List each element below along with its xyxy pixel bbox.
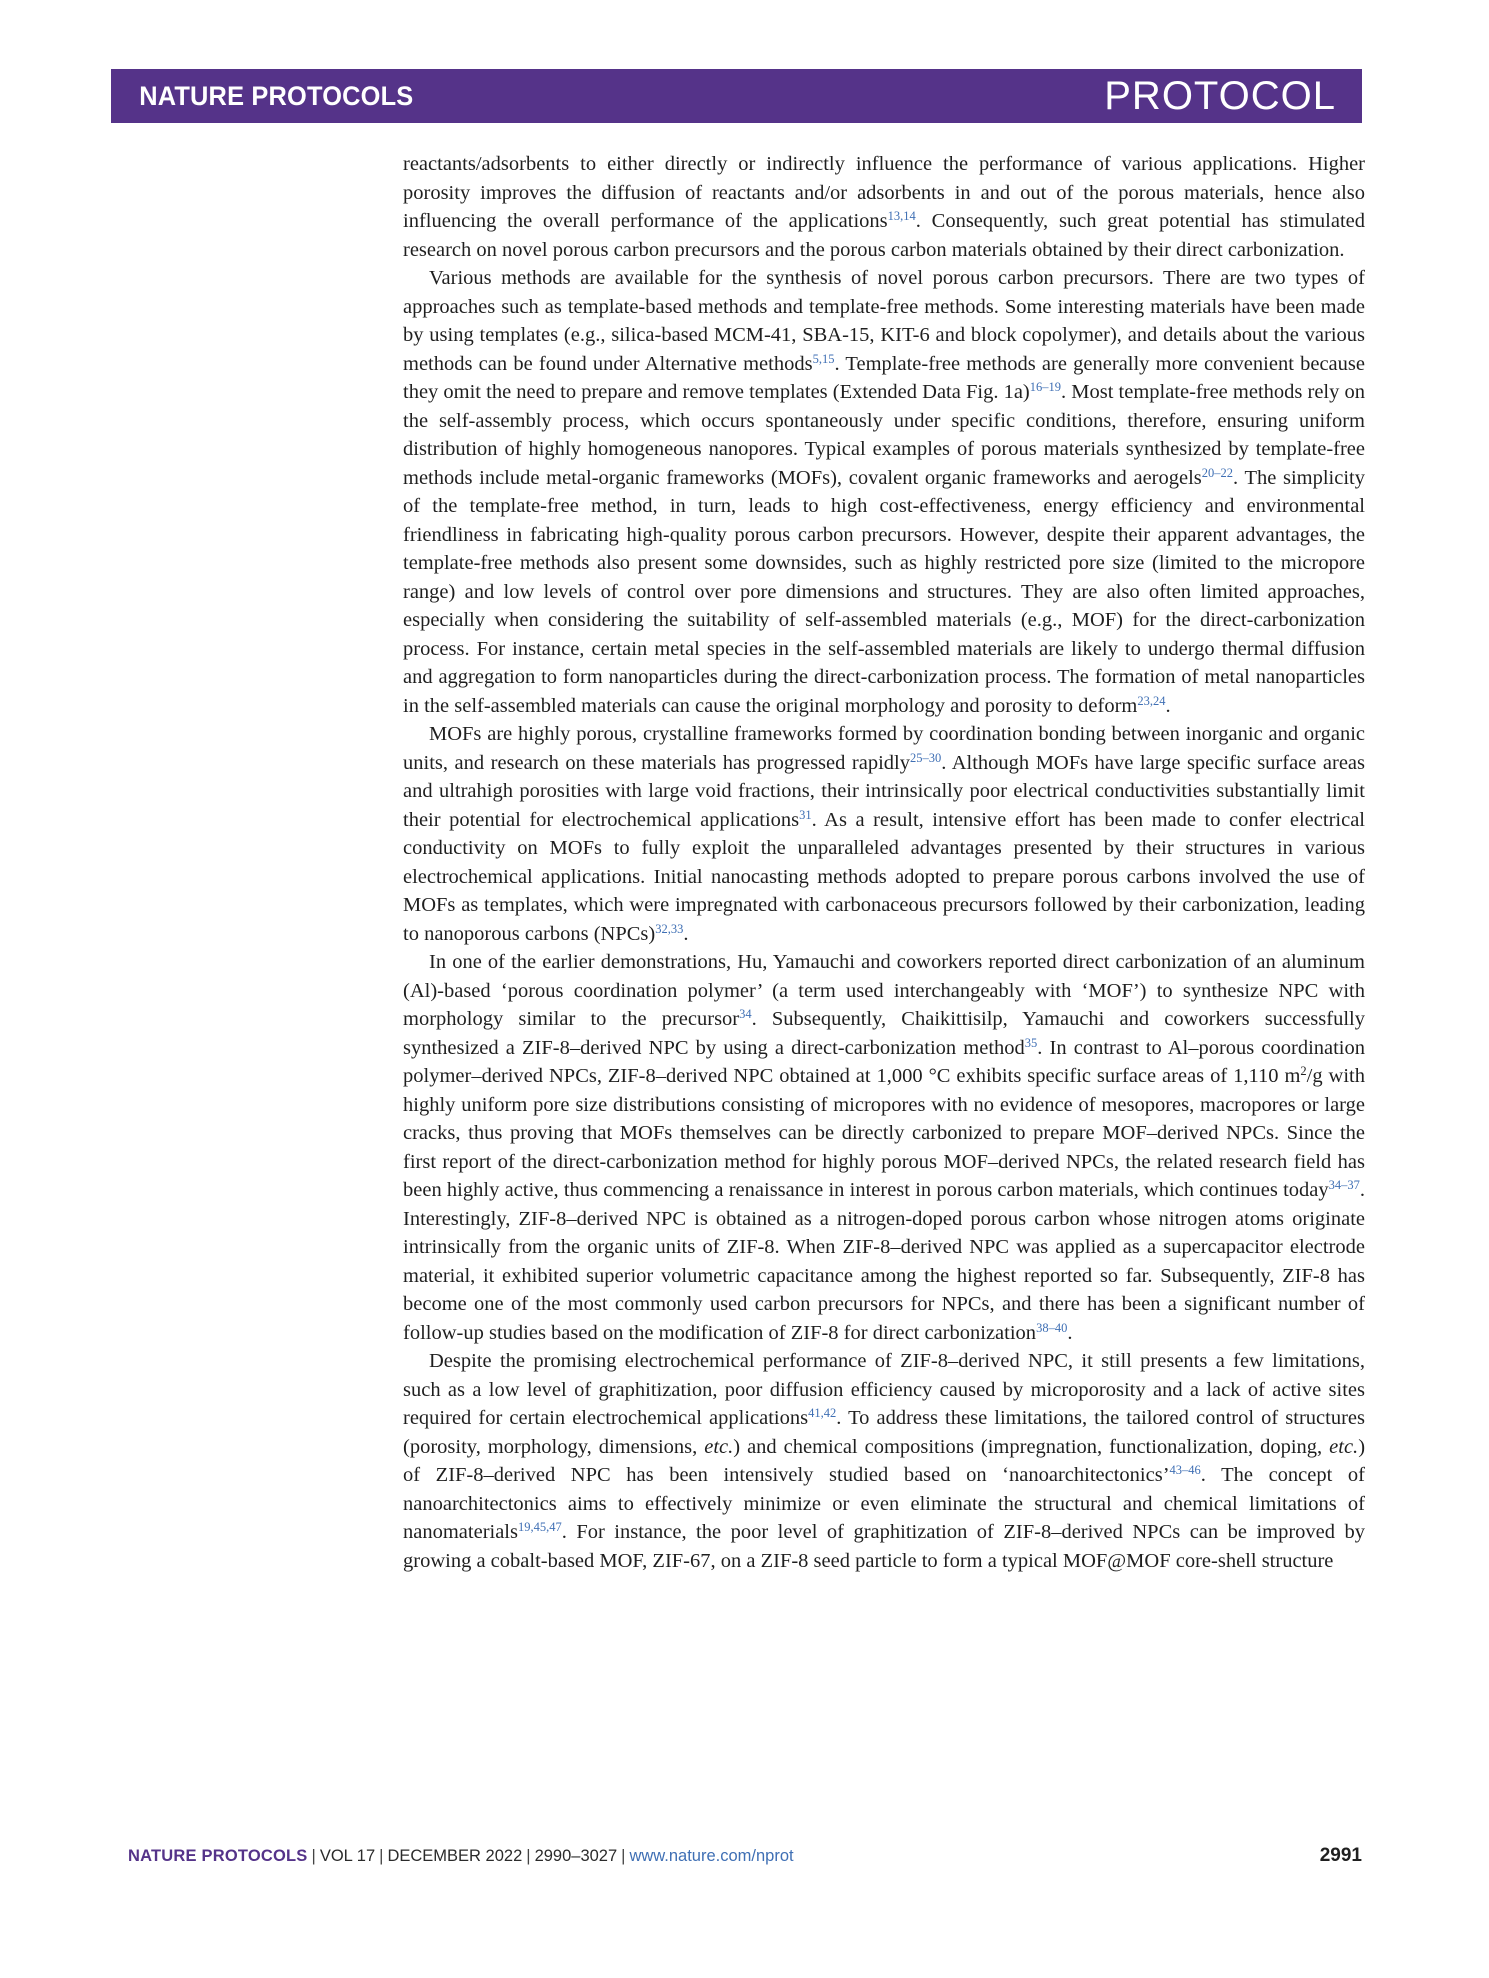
body-paragraph: MOFs are highly porous, crystalline frameworks formed by coordination bonding between inorganic and organic units, and research on these materials has progressed rapidly$^{25-30}$. Although MOFs have large specific surface areas and ultrahigh porosities with large void fractions, their intrinsically poor electrical conductivities substantially limit their potential for electrochemical applications$^{31}$. As a result, intensive effort has been made to confer electrical conductivity on MOFs to fully exploit the unparalleled advantages presented by their structures in various electrochemical applications. Initial nanocasting methods adopted to prepare porous carbons involved the use of MOFs as templates, which were impregnated with carbonaceous precursors followed by their carbonization, leading to nanoporous carbons (NPCs)$^{32,33}$. xyxy=(403,723,1366,945)
body-paragraph: Various methods are available for the synthesis of novel porous carbon precursors. There are two types of approaches such as template-based methods and template-free methods. Some interesting materials have been made by using templates (e.g., silica-based MCM-41, SBA-15, KIT-6 and block copolymer), and details about the various methods can be found under Alternative methods$^{5,15}$. Template-free methods are generally more convenient because they omit the need to prepare and remove templates (Extended Data Fig. 1a)$^{16-19}$. Most template-free methods rely on the self-assembly process, which occurs spontaneously under specific conditions, therefore, ensuring uniform distribution of highly homogeneous nanopores. Typical examples of porous materials synthesized by template-free methods include metal-organic frameworks (MOFs), covalent organic frameworks and aerogels$^{20-22}$. The simplicity of the template-free method, in turn, leads to high cost-effectiveness, energy efficiency and environmental friendliness in fabricating high-quality porous carbon precursors. However, despite their apparent advantages, the template-free methods also present some downsides, such as highly restricted pore size (limited to the micropore range) and low levels of control over pore dimensions and structures. They are also often limited approaches, especially when considering the suitability of self-assembled materials (e.g., MOF) for the direct-carbonization process. For instance, certain metal species in the self-assembled materials are likely to undergo thermal diffusion and aggregation to form nanoparticles during the direct-carbonization process. The formation of metal nanoparticles in the self-assembled materials can cause the original morphology and porosity to deform$^{23,24}$. xyxy=(403,267,1366,717)
footer-citation-line xyxy=(128,1847,794,1866)
citation-reference-link[interactable]: 32,33 xyxy=(655,921,684,936)
footer-issue-date: DECEMBER 2022 xyxy=(387,1847,523,1865)
citation-reference-link[interactable]: 35 xyxy=(1024,1035,1038,1050)
superscript-exponent: 2 xyxy=(1300,1064,1307,1078)
header-journal-name: NATURE PROTOCOLS xyxy=(139,80,414,111)
body-paragraph: reactants/adsorbents to either directly or indirectly influence the performance of various applications. Higher porosity improves the diffusion of reactants and/or adsorbents in and out of the porous materials, hence also influencing the overall performance of the applications$^{13,14}$. Consequently, such great potential has stimulated research on novel porous carbon precursors and the porous carbon materials obtained by their direct carbonization. xyxy=(403,153,1365,261)
body-paragraph: Despite the promising electrochemical performance of ZIF-8–derived NPC, it still presents a few limitations, such as a low level of graphitization, poor diffusion efficiency caused by microporosity and a lack of active sites required for certain electrochemical applications$^{41,42}$. To address these limitations, the tailored control of structures (porosity, morphology, dimensions, etc.) and chemical compositions (impregnation, functionalization, doping, etc.) of ZIF-8–derived NPC has been intensively studied based on ‘nanoarchitectonics’$^{43-46}$. The concept of nanoarchitectonics aims to effectively minimize or even eliminate the structural and chemical limitations of nanomaterials$^{19,45,47}$. For instance, the poor level of graphitization of ZIF-8–derived NPCs can be improved by growing a cobalt-based MOF, ZIF-67, on a ZIF-8 seed particle to form a typical MOF@MOF core-shell structure xyxy=(403,1350,1366,1572)
footer-separator: | xyxy=(621,1847,626,1865)
citation-reference-link[interactable]: 5,15 xyxy=(812,351,835,366)
header-article-type-label: PROTOCOL xyxy=(1104,73,1336,118)
citation-reference-link[interactable]: 13,14 xyxy=(887,209,916,223)
footer-journal-url-link[interactable]: www.nature.com/nprot xyxy=(629,1847,794,1865)
citation-reference-link[interactable]: 16–19 xyxy=(1029,380,1061,394)
citation-reference-link[interactable]: 31 xyxy=(799,807,812,822)
italic-text: etc. xyxy=(1329,1435,1359,1458)
footer-separator: | xyxy=(311,1847,316,1865)
body-paragraph: In one of the earlier demonstrations, Hu, Yamauchi and coworkers reported direct carbonization of an aluminum (Al)-based ‘porous coordination polymer’ (a term used interchangeably with ‘MOF’) to synthesize NPC with morphology similar to the precursor$^{34}$. Subsequently, Chaikittisilp, Yamauchi and coworkers successfully synthesized a ZIF-8–derived NPC by using a direct-carbonization method$^{35}$. In contrast to Al–porous coordination polymer–derived NPCs, ZIF-8–derived NPC obtained at 1,000 °C exhibits specific surface areas of 1,110 $m^2/g$ with highly uniform pore size distributions consisting of micropores with no evidence of mesopores, macropores or large cracks, thus proving that MOFs themselves can be directly carbonized to prepare MOF–derived NPCs. Since the first report of the direct-carbonization method for highly porous MOF–derived NPCs, the related research field has been highly active, thus commencing a renaissance in interest in porous carbon materials, which continues today$^{34-37}$. Interestingly, ZIF-8–derived NPC is obtained as a nitrogen-doped porous carbon whose nitrogen atoms originate intrinsically from the organic units of ZIF-8. When ZIF-8–derived NPC was applied as a supercapacitor electrode material, it exhibited superior volumetric capacitance among the highest reported so far. Subsequently, ZIF-8 has become one of the most commonly used carbon precursors for NPCs, and there has been a significant number of follow-up studies based on the modification of ZIF-8 for direct carbonization$^{38-40}$. xyxy=(403,951,1366,1344)
footer-separator: | xyxy=(526,1847,531,1865)
citation-reference-link[interactable]: 34–37 xyxy=(1328,1178,1360,1192)
citation-reference-link[interactable]: 41,42 xyxy=(808,1406,837,1420)
header-bar xyxy=(111,69,1362,123)
footer-journal-name: NATURE PROTOCOLS xyxy=(128,1847,308,1865)
citation-reference-link[interactable]: 19,45,47 xyxy=(517,1520,562,1534)
page-footer xyxy=(128,1845,1362,1867)
footer-volume: VOL 17 xyxy=(319,1847,376,1865)
citation-reference-link[interactable]: 25–30 xyxy=(909,750,942,765)
footer-separator: | xyxy=(379,1847,384,1865)
footer-page-number: 2991 xyxy=(1319,1845,1362,1866)
citation-reference-link[interactable]: 38–40 xyxy=(1036,1320,1068,1335)
article-body xyxy=(403,150,1365,1575)
citation-reference-link[interactable]: 34 xyxy=(739,1007,752,1021)
italic-text: etc. xyxy=(704,1435,734,1458)
citation-reference-link[interactable]: 23,24 xyxy=(1137,693,1166,708)
citation-reference-link[interactable]: 43–46 xyxy=(1169,1463,1201,1477)
citation-reference-link[interactable]: 20–22 xyxy=(1201,465,1234,480)
footer-page-range: 2990–3027 xyxy=(534,1847,618,1865)
